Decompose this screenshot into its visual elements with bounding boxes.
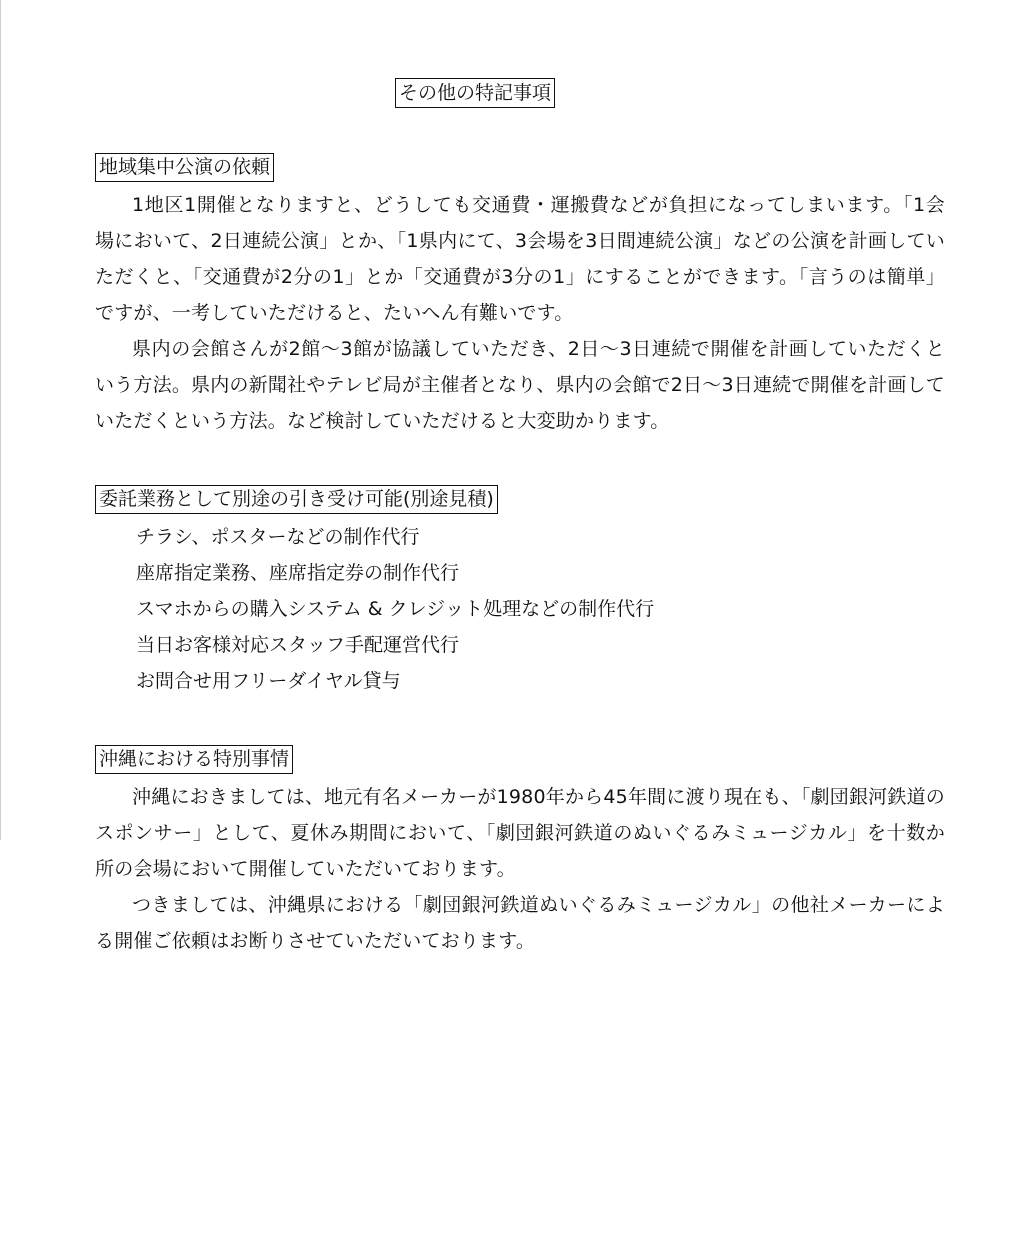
list-item: 当日お客様対応スタッフ手配運営代行 <box>136 634 460 656</box>
document-page <box>95 78 945 959</box>
section-outsourced-services <box>95 485 945 699</box>
section-heading: 委託業務として別途の引き受け可能(別途見積) <box>95 485 498 514</box>
section-okinawa-special-circumstances <box>95 745 945 959</box>
section-regional-concentrated-performances <box>95 153 945 439</box>
section-heading: 沖縄における特別事情 <box>95 745 293 774</box>
list-item: チラシ、ポスターなどの制作代行 <box>136 526 420 548</box>
paragraph: 沖縄におきましては、地元有名メーカーが1980年から45年間に渡り現在も、「劇団銀河鉄道のスポンサー」として、夏休み期間において、「劇団銀河鉄道のぬいぐるみミュージカル」を十数か所の会場において開催していただいております。 <box>95 786 945 880</box>
list-item: 座席指定業務、座席指定券の制作代行 <box>136 562 460 584</box>
page-title: その他の特記事項 <box>395 78 555 108</box>
page-title-row <box>5 78 945 108</box>
page-left-edge-line <box>0 0 1 840</box>
section-heading: 地域集中公演の依頼 <box>95 153 274 182</box>
paragraph: つきましては、沖縄県における「劇団銀河鉄道ぬいぐるみミュージカル」の他社メーカーによる開催ご依頼はお断りさせていただいております。 <box>95 894 945 952</box>
list-item: スマホからの購入システム & クレジット処理などの制作代行 <box>136 598 655 620</box>
list-item: お問合せ用フリーダイヤル貸与 <box>136 670 401 692</box>
paragraph: 1地区1開催となりますと、どうしても交通費・運搬費などが負担になってしまいます。「1会場において、2日連続公演」とか、「1県内にて、3会場を3日間連続公演」などの公演を計画していただくと、「交通費が2分の1」とか「交通費が3分の1」にすることができます。「言うのは簡単」ですが、一考していただけると、たいへん有難いです。 <box>95 194 945 324</box>
paragraph: 県内の会館さんが2館〜3館が協議していただき、2日〜3日連続で開催を計画していただくという方法。県内の新聞社やテレビ局が主催者となり、県内の会館で2日〜3日連続で開催を計画していただくという方法。など検討していただけると大変助かります。 <box>95 338 945 432</box>
service-list <box>95 519 945 699</box>
